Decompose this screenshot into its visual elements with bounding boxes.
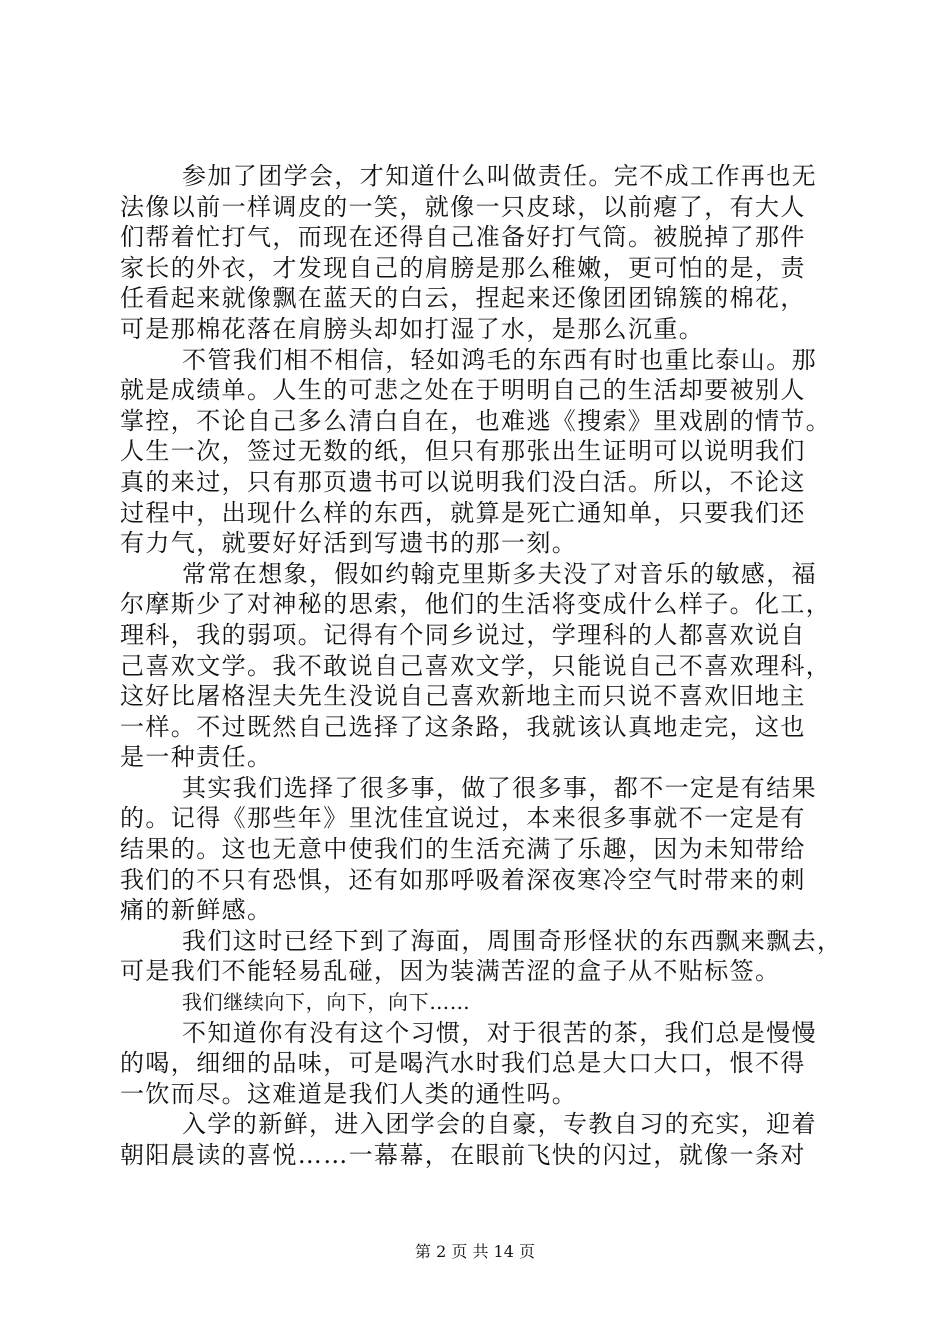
text-line: 一饮而尽。这难道是我们人类的通性吗。 (120, 1079, 578, 1108)
text-line: 结果的。这也无意中使我们的生活充满了乐趣，因为未知带给 (120, 835, 806, 864)
text-line: 家长的外衣，才发现自己的肩膀是那么稚嫩，更可怕的是，责 (120, 253, 806, 282)
text-line: 理科，我的弱项。记得有个同乡说过，学理科的人都喜欢说自 (120, 620, 806, 649)
text-line: 参加了团学会，才知道什么叫做责任。完不成工作再也无 (182, 162, 817, 190)
text-line: 有力气，就要好好活到写遗书的那一刻。 (120, 529, 578, 558)
document-body (120, 161, 843, 1171)
text-line: 不管我们相不相信，轻如鸿毛的东西有时也重比泰山。那 (182, 345, 817, 374)
text-line: 入学的新鲜，进入团学会的自豪，专教自习的充实，迎着 (182, 1110, 817, 1139)
text-line: 尔摩斯少了对神秘的思索，他们的生活将变成什么样子。化工， (120, 590, 832, 619)
text-line: 是一种责任。 (120, 743, 273, 772)
text-line: 任看起来就像飘在蓝天的白云，捏起来还像团团锦簇的棉花， (120, 284, 806, 313)
text-line: 其实我们选择了很多事，做了很多事，都不一定是有结果 (182, 773, 817, 802)
text-line: 可是我们不能轻易乱碰，因为装满苦涩的盒子从不贴标签。 (120, 957, 781, 986)
text-line: 掌控，不论自己多么清白自在，也难逃《搜索》里戏剧的情节。 (120, 406, 832, 435)
text-line: 这好比屠格涅夫先生没说自己喜欢新地主而只说不喜欢旧地主 (120, 682, 806, 711)
text-line: 我们这时已经下到了海面，周围奇形怪状的东西飘来飘去， (182, 926, 843, 955)
text-line: 真的来过，只有那页遗书可以说明我们没白活。所以，不论这 (120, 467, 806, 496)
text-line: 朝阳晨读的喜悦……一幕幕，在眼前飞快的闪过，就像一条对 (120, 1141, 806, 1169)
text-line: 人生一次，签过无数的纸，但只有那张出生证明可以说明我们 (120, 437, 806, 466)
text-line: 己喜欢文学。我不敢说自己喜欢文学，只能说自己不喜欢理科， (120, 651, 832, 680)
text-line: 我们继续向下，向下，向下…… (182, 990, 471, 1015)
text-line: 就是成绩单。人生的可悲之处在于明明自己的生活却要被别人 (120, 376, 806, 405)
text-line: 的喝，细细的品味，可是喝汽水时我们总是大口大口，恨不得 (120, 1049, 806, 1078)
text-line: 们帮着忙打气，而现在还得自己准备好打气筒。被脱掉了那件 (120, 223, 806, 252)
text-line: 我们的不只有恐惧，还有如那呼吸着深夜寒冷空气时带来的刺 (120, 865, 806, 894)
text-line: 常常在想象，假如约翰克里斯多夫没了对音乐的敏感，福 (182, 559, 817, 588)
text-line: 可是那棉花落在肩膀头却如打湿了水，是那么沉重。 (120, 314, 705, 343)
text-line: 过程中，出现什么样的东西，就算是死亡通知单，只要我们还 (120, 498, 806, 527)
text-line: 一样。不过既然自己选择了这条路，我就该认真地走完，这也 (120, 712, 806, 741)
text-line: 痛的新鲜感。 (120, 896, 273, 925)
text-line: 的。记得《那些年》里沈佳宜说过，本来很多事就不一定是有 (120, 804, 806, 833)
page-footer: 第 2 页 共 14 页 (415, 1242, 535, 1261)
text-line: 法像以前一样调皮的一笑，就像一只皮球，以前瘪了，有大人 (120, 192, 806, 221)
text-line: 不知道你有没有这个习惯，对于很苦的茶，我们总是慢慢 (182, 1018, 817, 1047)
